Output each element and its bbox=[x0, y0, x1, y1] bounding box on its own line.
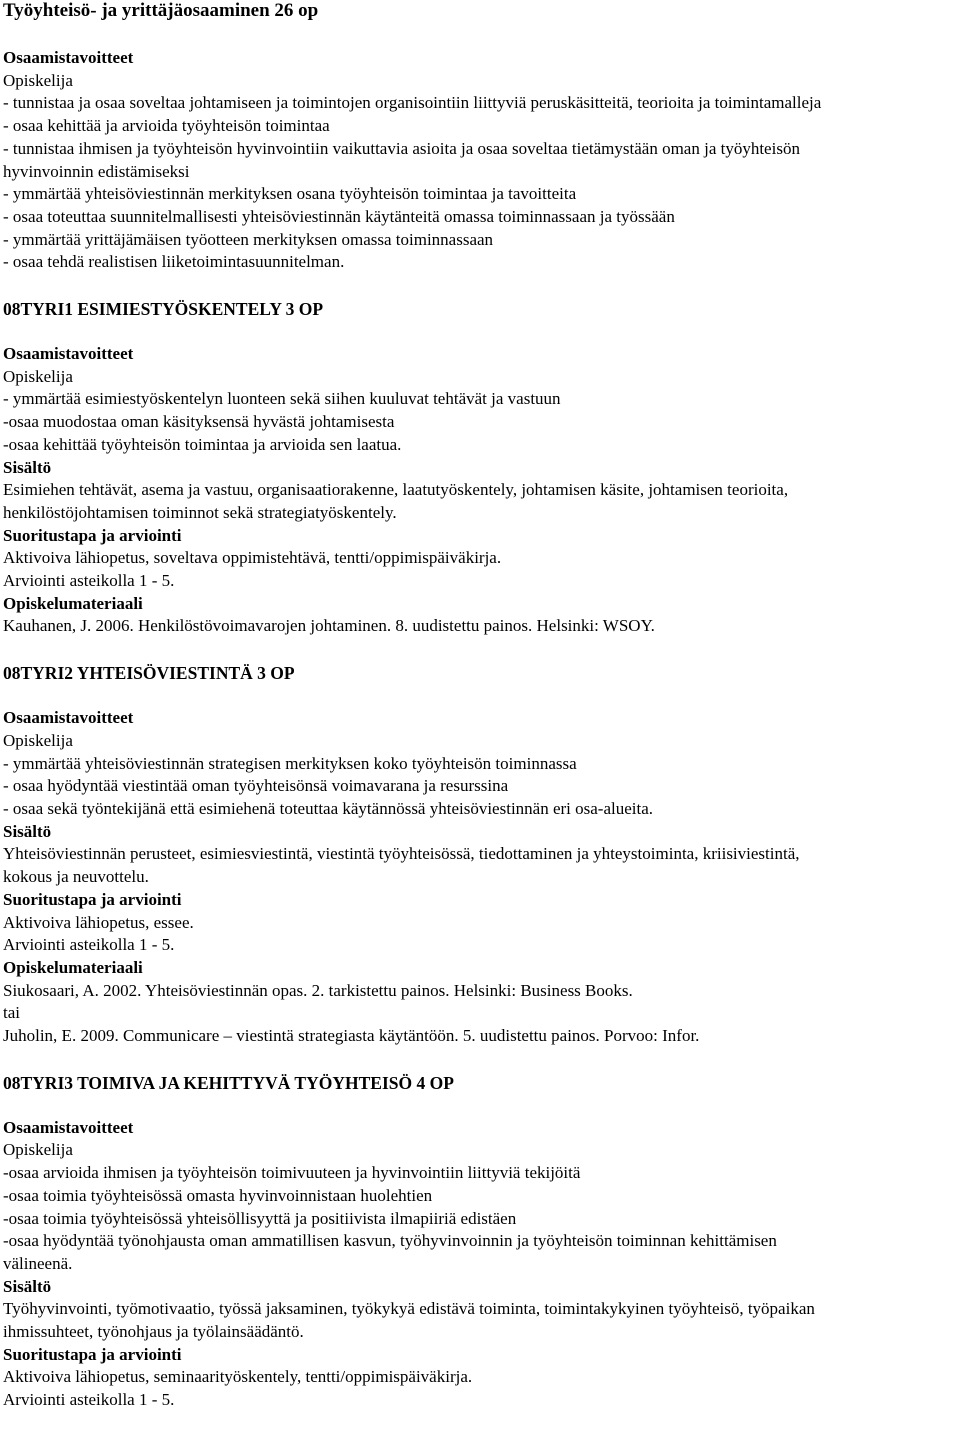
goals-heading: Osaamistavoitteet bbox=[3, 48, 134, 67]
content-heading: Sisältö bbox=[3, 1276, 52, 1296]
content-line: ihmissuhteet, työnohjaus ja työlainsäädäntö. bbox=[3, 1322, 304, 1342]
goal-line: - tunnistaa ihmisen ja työyhteisön hyvinvointiin vaikuttavia asioita ja osaa soveltaa tietämystään oman ja työyhteisön bbox=[3, 138, 800, 158]
goal-line: -osaa arvioida ihmisen ja työyhteisön toimivuuteen ja hyvinvointiin liittyviä tekijöitä bbox=[3, 1163, 581, 1183]
course-title: 08TYRI1 ESIMIESTYÖSKENTELY 3 OP bbox=[3, 299, 324, 320]
course-title: 08TYRI3 TOIMIVA JA KEHITTYVÄ TYÖYHTEISÖ 4 OP bbox=[3, 1072, 454, 1093]
material-heading: Opiskelumateriaali bbox=[3, 957, 143, 977]
spacer bbox=[3, 1048, 957, 1072]
student-label: Opiskelija bbox=[3, 730, 73, 750]
student-label: Opiskelija bbox=[3, 1140, 73, 1160]
content-line: Esimiehen tehtävät, asema ja vastuu, organisaatiorakenne, laatutyöskentely, johtamisen käsite, johtamisen teorioita, bbox=[3, 480, 789, 500]
goal-line: -osaa toimia työyhteisössä yhteisöllisyyttä ja positiivista ilmapiiriä edistäen bbox=[3, 1208, 517, 1228]
material-line: Juholin, E. 2009. Communicare – viestintä strategiasta käytäntöön. 5. uudistettu painos. Porvoo: Infor. bbox=[3, 1026, 700, 1046]
method-line: Arviointi asteikolla 1 - 5. bbox=[3, 935, 175, 955]
goals-heading: Osaamistavoitteet bbox=[3, 344, 134, 364]
course-section-3 bbox=[3, 1072, 957, 1412]
material-line: Siukosaari, A. 2002. Yhteisöviestinnän opas. 2. tarkistettu painos. Helsinki: Business Books. bbox=[3, 980, 633, 1000]
method-heading: Suoritustapa ja arviointi bbox=[3, 1344, 182, 1364]
method-line: Aktivoiva lähiopetus, seminaarityöskentely, tentti/oppimispäiväkirja. bbox=[3, 1367, 473, 1387]
goal-line: hyvinvoinnin edistämiseksi bbox=[3, 161, 190, 181]
goal-line: - ymmärtää yhteisöviestinnän merkityksen osana työyhteisön toimintaa ja tavoitteita bbox=[3, 184, 577, 204]
goal-line: - osaa sekä työntekijänä että esimiehenä toteuttaa käytännössä yhteisöviestinnän eri osa-alueita. bbox=[3, 798, 654, 818]
goal-line: - ymmärtää esimiestyöskentelyn luonteen sekä siihen kuuluvat tehtävät ja vastuun bbox=[3, 389, 561, 409]
content-line: Yhteisöviestinnän perusteet, esimiesviestintä, viestintä työyhteisössä, tiedottaminen ja yhteystoiminta, kriisiviestintä, bbox=[3, 844, 800, 864]
goal-line: - osaa kehittää ja arvioida työyhteisön toimintaa bbox=[3, 116, 330, 136]
content-heading: Sisältö bbox=[3, 821, 52, 841]
content-line: kokous ja neuvottelu. bbox=[3, 867, 149, 887]
method-line: Aktivoiva lähiopetus, soveltava oppimistehtävä, tentti/oppimispäiväkirja. bbox=[3, 548, 502, 568]
goal-line: -osaa hyödyntää työnohjausta oman ammatillisen kasvun, työhyvinvoinnin ja työyhteisön toiminnan kehittämisen bbox=[3, 1231, 777, 1251]
spacer bbox=[3, 320, 957, 343]
goal-line: - ymmärtää yhteisöviestinnän strategisen merkityksen koko työyhteisön toiminnassa bbox=[3, 753, 577, 773]
method-heading: Suoritustapa ja arviointi bbox=[3, 889, 182, 909]
method-line: Arviointi asteikolla 1 - 5. bbox=[3, 1390, 175, 1410]
goal-line: -osaa toimia työyhteisössä omasta hyvinvoinnistaan huolehtien bbox=[3, 1185, 433, 1205]
material-heading: Opiskelumateriaali bbox=[3, 593, 143, 613]
goal-line: -osaa muodostaa oman käsityksensä hyvästä johtamisesta bbox=[3, 412, 395, 432]
goal-line: - ymmärtää yrittäjämäisen työotteen merkityksen omassa toiminnassaan bbox=[3, 229, 494, 249]
course-title: 08TYRI2 YHTEISÖVIESTINTÄ 3 OP bbox=[3, 663, 295, 684]
spacer bbox=[3, 24, 957, 47]
content-line: Työhyvinvointi, työmotivaatio, työssä jaksaminen, työkykyä edistävä toiminta, toimintakykyinen työyhteisö, työpaikan bbox=[3, 1299, 815, 1319]
material-line: tai bbox=[3, 1003, 20, 1023]
goal-line: - osaa tehdä realistisen liiketoimintasuunnitelman. bbox=[3, 252, 345, 272]
goals-heading: Osaamistavoitteet bbox=[3, 708, 134, 728]
goal-line: -osaa kehittää työyhteisön toimintaa ja arvioida sen laatua. bbox=[3, 434, 402, 454]
method-line: Aktivoiva lähiopetus, essee. bbox=[3, 912, 194, 932]
goal-line: - osaa toteuttaa suunnitelmallisesti yhteisöviestinnän käytänteitä omassa toiminnassaan ja työssään bbox=[3, 206, 675, 226]
content-heading: Sisältö bbox=[3, 457, 52, 477]
student-label: Opiskelija bbox=[3, 366, 73, 386]
goal-line: välineenä. bbox=[3, 1253, 73, 1273]
spacer bbox=[3, 274, 957, 298]
goal-line: - tunnistaa ja osaa soveltaa johtamiseen ja toimintojen organisointiin liittyviä peruskäsitteitä, teorioita ja toimintamalleja bbox=[3, 93, 822, 113]
spacer bbox=[3, 1094, 957, 1117]
course-section-2 bbox=[3, 662, 957, 1048]
page-title: Työyhteisö- ja yrittäjäosaaminen 26 op bbox=[3, 0, 319, 21]
course-section-1 bbox=[3, 298, 957, 638]
student-label: Opiskelija bbox=[3, 70, 73, 90]
goals-heading: Osaamistavoitteet bbox=[3, 1117, 134, 1137]
spacer bbox=[3, 638, 957, 662]
method-heading: Suoritustapa ja arviointi bbox=[3, 525, 182, 545]
spacer bbox=[3, 684, 957, 707]
material-line: Kauhanen, J. 2006. Henkilöstövoimavarojen johtaminen. 8. uudistettu painos. Helsinki: WSOY. bbox=[3, 616, 655, 636]
method-line: Arviointi asteikolla 1 - 5. bbox=[3, 571, 175, 591]
goal-line: - osaa hyödyntää viestintää oman työyhteisönsä voimavarana ja resurssina bbox=[3, 776, 509, 796]
content-line: henkilöstöjohtamisen toiminnot sekä strategiatyöskentely. bbox=[3, 502, 397, 522]
intro-section bbox=[3, 47, 957, 274]
